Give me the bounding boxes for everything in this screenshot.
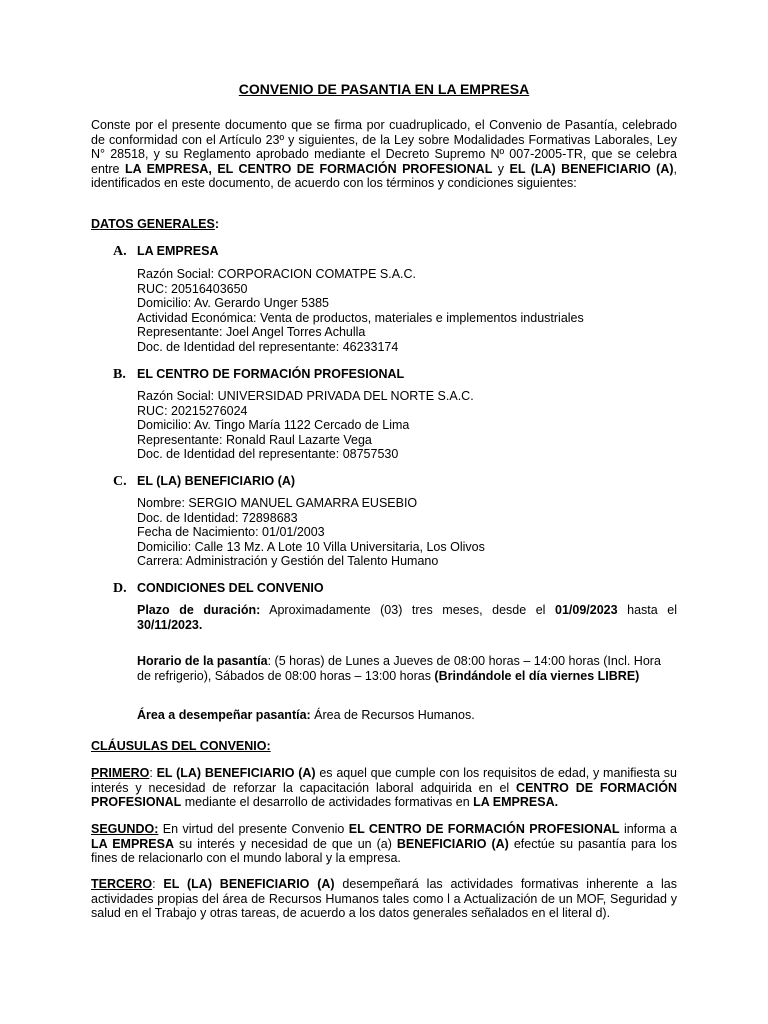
- text-run: y: [492, 161, 510, 176]
- document-title: CONVENIO DE PASANTIA EN LA EMPRESA: [238, 81, 530, 97]
- text-run: (Brindándole el día viernes LIBRE): [434, 668, 640, 683]
- section-c-heading: [113, 474, 673, 490]
- section-c-letter: C.: [113, 474, 127, 489]
- text-run: Plazo de duración:: [137, 603, 261, 617]
- section-a-title: LA EMPRESA: [137, 244, 219, 258]
- beneficiario-fecha-nacimiento: Fecha de Nacimiento: 01/01/2003: [137, 525, 325, 540]
- centro-ruc: RUC: 20215276024: [137, 403, 248, 418]
- text-run: SEGUNDO:: [91, 822, 159, 836]
- beneficiario-carrera: Carrera: Administración y Gestión del Talento Humano: [137, 554, 439, 569]
- text-run: , identificados en este documento, de acuerdo con los términos y condiciones siguientes:: [91, 161, 678, 191]
- beneficiario-nombre: Nombre: SERGIO MANUEL GAMARRA EUSEBIO: [137, 496, 418, 510]
- area-pasantia: [137, 708, 677, 723]
- horario-pasantia: [137, 654, 677, 683]
- centro-domicilio: Domicilio: Av. Tingo María 1122 Cercado de Lima: [137, 418, 410, 433]
- text-run: efectúe su pasantía para los fines de relacionarlo con el mundo laboral y la empresa.: [91, 836, 677, 866]
- section-d-title: CONDICIONES DEL CONVENIO: [137, 581, 324, 595]
- text-run: Área a desempeñar pasantía:: [137, 708, 311, 722]
- empresa-ruc: RUC: 20516403650: [137, 281, 248, 296]
- section-a-heading: [113, 244, 673, 260]
- text-run: LA EMPRESA.: [473, 795, 559, 810]
- clausula-primero: [91, 766, 677, 810]
- text-run: informa a: [619, 822, 677, 836]
- text-run: BENEFICIARIO (A): [396, 836, 509, 851]
- empresa-razon-social: Razón Social: CORPORACION COMATPE S.A.C.: [137, 267, 416, 281]
- section-b-letter: B.: [113, 367, 126, 382]
- text-run: 01/09/2023: [555, 603, 618, 617]
- section-a-letter: A.: [113, 244, 127, 259]
- beneficiario-doc-identidad: Doc. de Identidad: 72898683: [137, 510, 298, 525]
- datos-generales-colon: :: [214, 217, 220, 231]
- clausula-segundo: [91, 822, 677, 866]
- empresa-representante: Representante: Joel Angel Torres Achulla: [137, 325, 366, 340]
- text-run: En virtud del presente Convenio: [158, 822, 349, 836]
- text-run: su interés y necesidad de que un (a): [174, 836, 397, 851]
- plazo-duracion: [137, 603, 677, 632]
- section-b-fields: [137, 389, 677, 462]
- text-run: LA EMPRESA, EL CENTRO DE FORMACIÓN PROFESIONAL: [124, 161, 493, 176]
- datos-generales-heading: [91, 217, 677, 232]
- text-run: :: [152, 877, 164, 891]
- text-run: Área de Recursos Humanos.: [310, 708, 475, 722]
- text-run: TERCERO: [91, 877, 153, 891]
- empresa-actividad: Actividad Económica: Venta de productos, materiales e implementos industriales: [137, 310, 584, 325]
- text-run: CENTRO DE FORMACIÓN PROFESIONAL: [91, 780, 677, 810]
- text-run: es aquel que cumple con los requisitos de edad, y manifiesta su interés y necesidad de reforzar la capacitación laboral adquirida en el: [91, 766, 677, 795]
- text-run: 30/11/2023.: [137, 617, 203, 632]
- clausulas-heading: CLÁUSULAS DEL CONVENIO:: [91, 739, 271, 753]
- text-run: Conste por el presente documento que se firma por cuadruplicado, el Convenio de Pasantía, celebrado de conformidad con el Artículo 23º y siguientes, de la Ley sobre Modalidades Formativas Laborales, Ley N° 28518, y su Reglamento aprobado mediante el Decreto Supremo Nº 007-2005-TR, que se celebra entre: [91, 118, 677, 176]
- section-d-letter: D.: [113, 581, 127, 596]
- beneficiario-domicilio: Domicilio: Calle 13 Mz. A Lote 10 Villa Universitaria, Los Olivos: [137, 539, 485, 554]
- text-run: EL CENTRO DE FORMACIÓN PROFESIONAL: [348, 822, 620, 836]
- section-d-heading: [113, 581, 673, 597]
- text-run: :: [149, 766, 157, 780]
- clausula-tercero: [91, 877, 677, 921]
- intro-paragraph: [91, 118, 677, 191]
- empresa-domicilio: Domicilio: Av. Gerardo Unger 5385: [137, 296, 329, 311]
- centro-doc-representante: Doc. de Identidad del representante: 08757530: [137, 447, 399, 462]
- empresa-doc-representante: Doc. de Identidad del representante: 46233174: [137, 339, 399, 354]
- text-run: EL (LA) BENEFICIARIO (A): [509, 161, 674, 176]
- text-run: Aproximadamente (03) tres meses, desde el: [260, 603, 556, 617]
- centro-representante: Representante: Ronald Raul Lazarte Vega: [137, 432, 372, 447]
- text-run: EL (LA) BENEFICIARIO (A): [156, 766, 316, 780]
- text-run: hasta el: [617, 603, 677, 617]
- section-c-title: EL (LA) BENEFICIARIO (A): [137, 474, 296, 488]
- text-run: Horario de la pasantía: [137, 654, 268, 668]
- text-run: PRIMERO: [91, 766, 150, 780]
- section-c-fields: [137, 496, 677, 569]
- text-run: LA EMPRESA: [91, 836, 175, 851]
- section-b-heading: [113, 367, 673, 383]
- section-a-fields: [137, 267, 677, 355]
- text-run: desempeñará las actividades formativas inherente a las actividades propias del área de Recursos Humanos tales como l a Actualización de un MOF, Seguridad y salud en el Trabajo y otras tareas, de acuerdo a los datos generales señalados en el literal d).: [91, 877, 677, 921]
- text-run: EL (LA) BENEFICIARIO (A): [163, 877, 335, 891]
- centro-razon-social: Razón Social: UNIVERSIDAD PRIVADA DEL NORTE S.A.C.: [137, 389, 474, 403]
- datos-generales-label: DATOS GENERALES: [91, 217, 215, 231]
- section-b-title: EL CENTRO DE FORMACIÓN PROFESIONAL: [137, 367, 405, 381]
- text-run: mediante el desarrollo de actividades formativas en: [181, 795, 474, 810]
- text-run: : (5 horas) de Lunes a Jueves de 08:00 horas – 14:00 horas (Incl. Hora de refrigerio), Sábados de 08:00 horas – 13:00 horas: [137, 654, 661, 683]
